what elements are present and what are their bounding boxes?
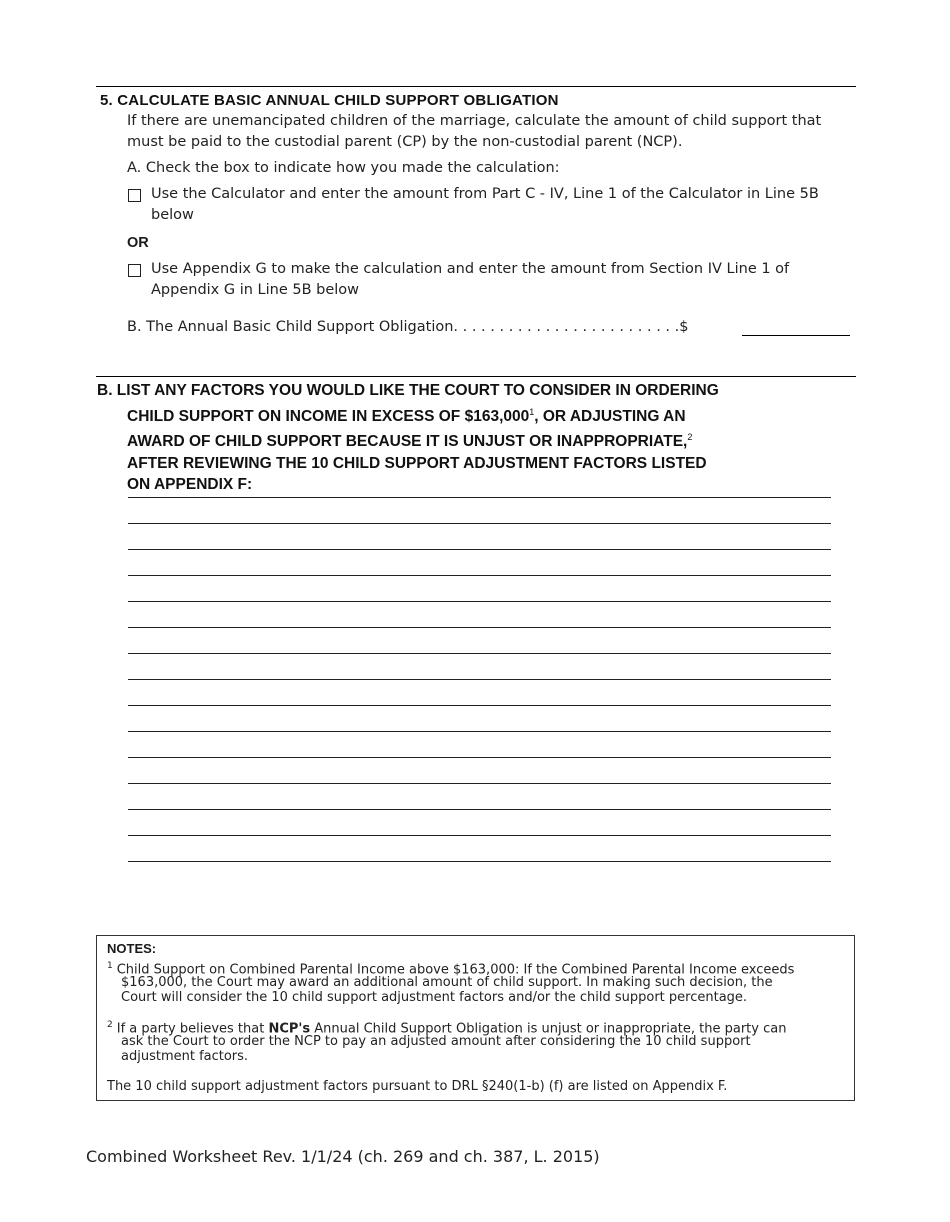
note-2-line-3: adjustment factors.: [121, 1049, 249, 1064]
factors-writing-line[interactable]: [128, 679, 831, 680]
note-3: The 10 child support adjustment factors pursuant to DRL §240(1-b) (f) are listed on Appendix F.: [107, 1079, 728, 1094]
factors-writing-line[interactable]: [128, 757, 831, 758]
factors-writing-line[interactable]: [128, 497, 831, 498]
factors-writing-line[interactable]: [128, 549, 831, 550]
section-b-heading: [97, 380, 719, 496]
factors-writing-line[interactable]: [128, 575, 831, 576]
note-2-text-post: Annual Child Support Obligation is unjust or inappropriate, the party can: [310, 1021, 787, 1037]
section-b-line-2-tail: , OR ADJUSTING AN: [534, 407, 686, 425]
section-b-line-1: B. LIST ANY FACTORS YOU WOULD LIKE THE COURT TO CONSIDER IN ORDERING: [97, 382, 719, 399]
section-b-top-rule: [96, 376, 856, 377]
factors-writing-line[interactable]: [128, 861, 831, 862]
section-5-intro-line-1: If there are unemancipated children of the marriage, calculate the amount of child support that: [127, 113, 822, 129]
section-5-intro-line-2: must be paid to the custodial parent (CP) by the non-custodial parent (NCP).: [127, 134, 683, 150]
factors-writing-line[interactable]: [128, 601, 831, 602]
factors-writing-line[interactable]: [128, 809, 831, 810]
item-b-basic-obligation-label: B. The Annual Basic Child Support Obligation. . . . . . . . . . . . . . . . . . . . . . . . .$: [127, 319, 689, 335]
notes-box: [96, 935, 855, 1101]
note-1-marker: 1: [107, 961, 113, 971]
section-b-line-3-text: AWARD OF CHILD SUPPORT BECAUSE IT IS UNJUST OR INAPPROPRIATE,: [127, 433, 688, 451]
basic-obligation-amount-field[interactable]: [742, 335, 850, 336]
calculator-option-line-2: below: [151, 207, 194, 223]
factors-writing-line[interactable]: [128, 783, 831, 784]
calculator-checkbox[interactable]: [128, 189, 141, 202]
note-2-line-2: ask the Court to order the NCP to pay an adjusted amount after considering the 10 child support: [121, 1034, 751, 1049]
factors-writing-line[interactable]: [128, 731, 831, 732]
note-1-text-1: Child Support on Combined Parental Income above $163,000: If the Combined Parental Income exceeds: [116, 962, 795, 978]
factors-writing-line[interactable]: [128, 705, 831, 706]
section-5-top-rule: [96, 86, 856, 87]
calculator-option-line-1: Use the Calculator and enter the amount from Part C - IV, Line 1 of the Calculator in Line 5B: [151, 186, 819, 202]
section-b-line-2-text: CHILD SUPPORT ON INCOME IN EXCESS OF $163,000: [127, 407, 530, 425]
section-b-line-2: [97, 402, 719, 428]
appendix-g-option-line-2: Appendix G in Line 5B below: [151, 282, 360, 298]
note-2-marker: 2: [107, 1020, 113, 1030]
notes-title: NOTES:: [107, 941, 157, 956]
note-1-line-3: Court will consider the 10 child support adjustment factors and/or the child support percentage.: [121, 990, 748, 1005]
factors-writing-line[interactable]: [128, 835, 831, 836]
note-2-text-bold: NCP's: [268, 1021, 311, 1037]
appendix-g-checkbox[interactable]: [128, 264, 141, 277]
section-b-line-4: AFTER REVIEWING THE 10 CHILD SUPPORT ADJUSTMENT FACTORS LISTED: [127, 454, 707, 472]
factors-writing-line[interactable]: [128, 627, 831, 628]
footer-revision: Combined Worksheet Rev. 1/1/24 (ch. 269 and ch. 387, L. 2015): [86, 1147, 600, 1166]
note-2-text-pre: If a party believes that: [116, 1021, 269, 1037]
or-label: OR: [127, 235, 149, 251]
footnote-ref-2: 2: [687, 432, 693, 443]
factors-writing-line[interactable]: [128, 653, 831, 654]
section-b-line-5: ON APPENDIX F:: [127, 476, 253, 494]
note-1-line-2: $163,000, the Court may award an additional amount of child support. In making such decision, the: [121, 975, 773, 990]
section-b-line-3: [97, 427, 719, 453]
appendix-g-option-line-1: Use Appendix G to make the calculation and enter the amount from Section IV Line 1 of: [151, 261, 790, 277]
factors-writing-line[interactable]: [128, 523, 831, 524]
item-a-instruction: A. Check the box to indicate how you made the calculation:: [127, 160, 560, 176]
section-5-heading: 5. CALCULATE BASIC ANNUAL CHILD SUPPORT OBLIGATION: [100, 92, 559, 109]
footnote-ref-1: 1: [529, 406, 535, 417]
